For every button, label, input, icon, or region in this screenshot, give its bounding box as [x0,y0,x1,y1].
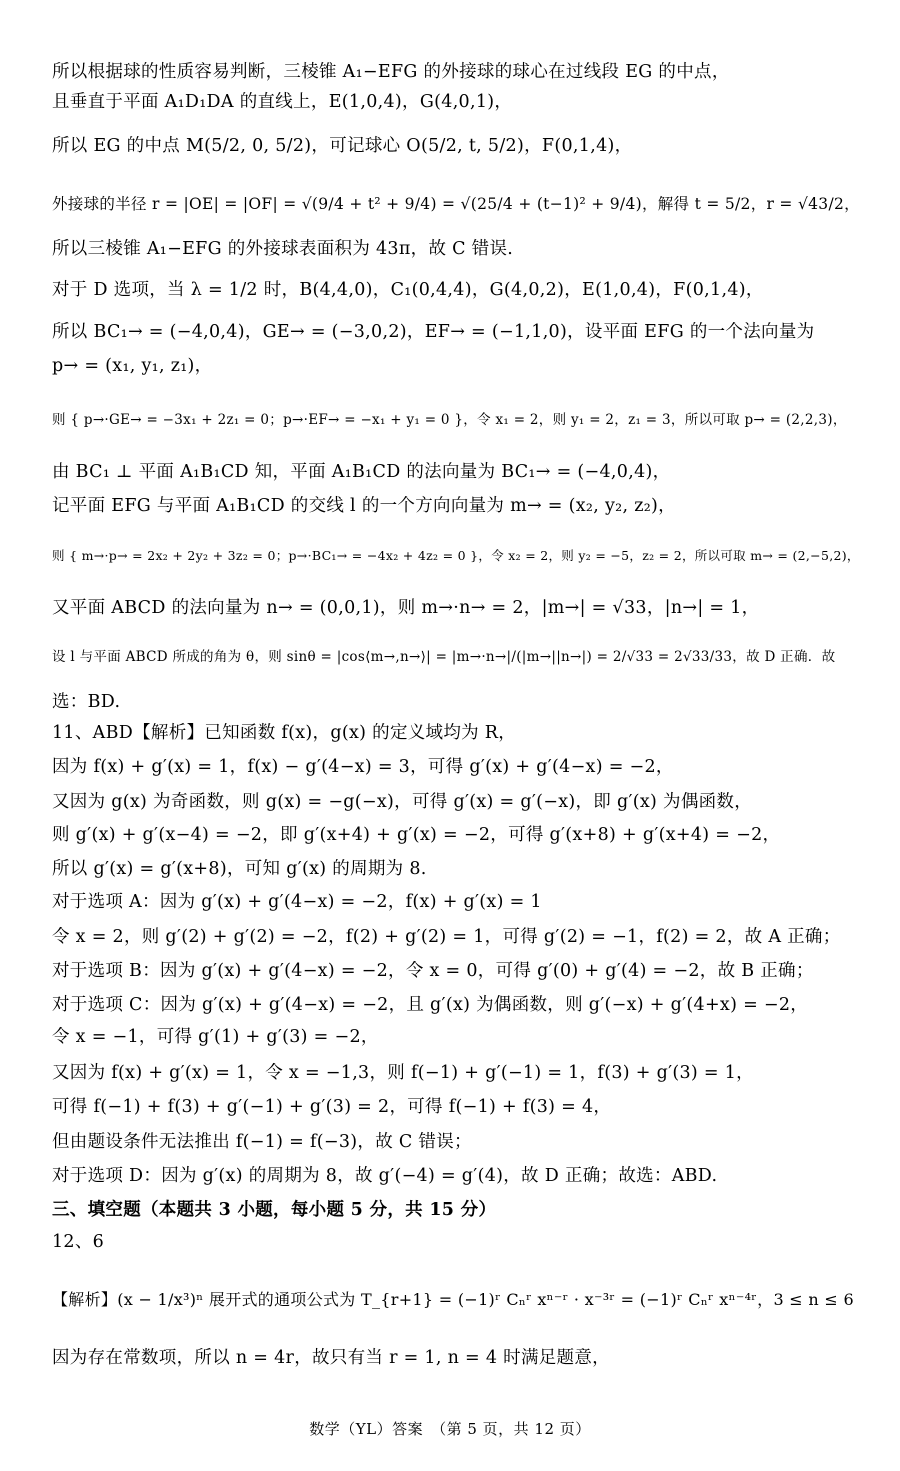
text-line-5: 所以三棱锥 A₁−EFG 的外接球表面积为 43π，故 C 错误. [52,239,514,259]
text-line-22: 令 x = 2，则 g′(2) + g′(2) = −2，f(2) + g′(2) = 1，可得 g′(2) = −1，f(2) = 2，故 A 正确； [52,927,841,947]
text-line-4: 外接球的半径 r = |OE| = |OF| = √(9/4 + t² + 9/4) = √(25/4 + (t−1)² + 9/4)，解得 t = 5/2，r = √43/2， [52,195,860,213]
text-line-20: 所以 g′(x) = g′(x+8)，可知 g′(x) 的周期为 8. [52,859,427,879]
text-line-10: 由 BC₁ ⊥ 平面 A₁B₁CD 知，平面 A₁B₁CD 的法向量为 BC₁→ = (−4,0,4)， [52,462,671,482]
text-line-15: 选：BD. [52,692,121,712]
text-line-14: 设 l 与平面 ABCD 所成的角为 θ，则 sinθ = |cos⟨m→,n→⟩| = |m→·n→|/(|m→||n→|) = 2/√33 = 2√33/33，故 D 正确．故 [52,649,836,665]
text-line-6: 对于 D 选项，当 λ = 1/2 时，B(4,4,0)，C₁(0,4,4)，G(4,0,2)，E(1,0,4)，F(0,1,4)， [52,280,764,300]
text-line-9: 则 { p→·GE→ = −3x₁ + 2z₁ = 0；p→·EF→ = −x₁ + y₁ = 0 }，令 x₁ = 2，则 y₁ = 2，z₁ = 3，所以可取 p→ = (2,2,3)， [52,412,847,428]
text-line-8: p→ = (x₁, y₁, z₁)， [52,356,213,376]
text-line-17: 因为 f(x) + g′(x) = 1，f(x) − g′(4−x) = 3，可得 g′(x) + g′(4−x) = −2， [52,757,674,777]
text-line-11: 记平面 EFG 与平面 A₁B₁CD 的交线 l 的一个方向向量为 m→ = (x₂, y₂, z₂)， [52,496,676,516]
text-line-32: 【解析】(x − 1/x³)ⁿ 展开式的通项公式为 T_{r+1} = (−1)ʳ Cₙʳ xⁿ⁻ʳ · x⁻³ʳ = (−1)ʳ Cₙʳ xⁿ⁻⁴ʳ，3 ≤ n ≤ 6 [52,1290,854,1309]
section-heading: 三、填空题（本题共 3 小题，每小题 5 分，共 15 分） [52,1200,497,1220]
text-line-25: 令 x = −1，可得 g′(1) + g′(3) = −2， [52,1027,379,1047]
text-line-28: 但由题设条件无法推出 f(−1) = f(−3)，故 C 错误； [52,1132,472,1152]
text-line-13: 又平面 ABCD 的法向量为 n→ = (0,0,1)，则 m→·n→ = 2，|m→| = √33，|n→| = 1， [52,598,760,618]
text-line-29: 对于选项 D：因为 g′(x) 的周期为 8，故 g′(−4) = g′(4)，故 D 正确；故选：ABD. [52,1166,718,1186]
text-line-18: 又因为 g(x) 为奇函数，则 g(x) = −g(−x)，可得 g′(x) = g′(−x)，即 g′(x) 为偶函数， [52,792,753,812]
text-line-24: 对于选项 C：因为 g′(x) + g′(4−x) = −2，且 g′(x) 为偶函数，则 g′(−x) + g′(4+x) = −2， [52,995,809,1015]
text-line-3: 所以 EG 的中点 M(5/2, 0, 5/2)，可记球心 O(5/2, t, 5/2)，F(0,1,4)， [52,136,633,156]
text-line-1: 所以根据球的性质容易判断，三棱锥 A₁−EFG 的外接球的球心在过线段 EG 的中点， [52,62,730,82]
text-line-21: 对于选项 A：因为 g′(x) + g′(4−x) = −2，f(x) + g′(x) = 1 [52,892,542,912]
text-line-12: 则 { m→·p→ = 2x₂ + 2y₂ + 3z₂ = 0；p→·BC₁→ = −4x₂ + 4z₂ = 0 }，令 x₂ = 2，则 y₂ = −5，z₂ = 2，所以可取 m→ = (2,−5,2)， [52,548,860,563]
text-line-26: 又因为 f(x) + g′(x) = 1，令 x = −1,3，则 f(−1) + g′(−1) = 1，f(3) + g′(3) = 1， [52,1063,754,1083]
text-line-16: 11、ABD【解析】已知函数 f(x)，g(x) 的定义域均为 R， [52,723,517,743]
text-line-27: 可得 f(−1) + f(3) + g′(−1) + g′(3) = 2，可得 f(−1) + f(3) = 4， [52,1097,612,1117]
text-line-33: 因为存在常数项，所以 n = 4r，故只有当 r = 1, n = 4 时满足题意， [52,1348,610,1368]
text-line-2: 且垂直于平面 A₁D₁DA 的直线上，E(1,0,4)，G(4,0,1)， [52,92,513,112]
text-line-19: 则 g′(x) + g′(x−4) = −2，即 g′(x+4) + g′(x) = −2，可得 g′(x+8) + g′(x+4) = −2， [52,825,781,845]
page-footer: 数学（YL）答案 （第 5 页，共 12 页） [309,1420,591,1438]
text-line-23: 对于选项 B：因为 g′(x) + g′(4−x) = −2，令 x = 0，可得 g′(0) + g′(4) = −2，故 B 正确； [52,961,814,981]
question-number: 12、6 [52,1232,105,1252]
text-line-7: 所以 BC₁→ = (−4,0,4)，GE→ = (−3,0,2)，EF→ = (−1,1,0)，设平面 EFG 的一个法向量为 [52,322,815,342]
